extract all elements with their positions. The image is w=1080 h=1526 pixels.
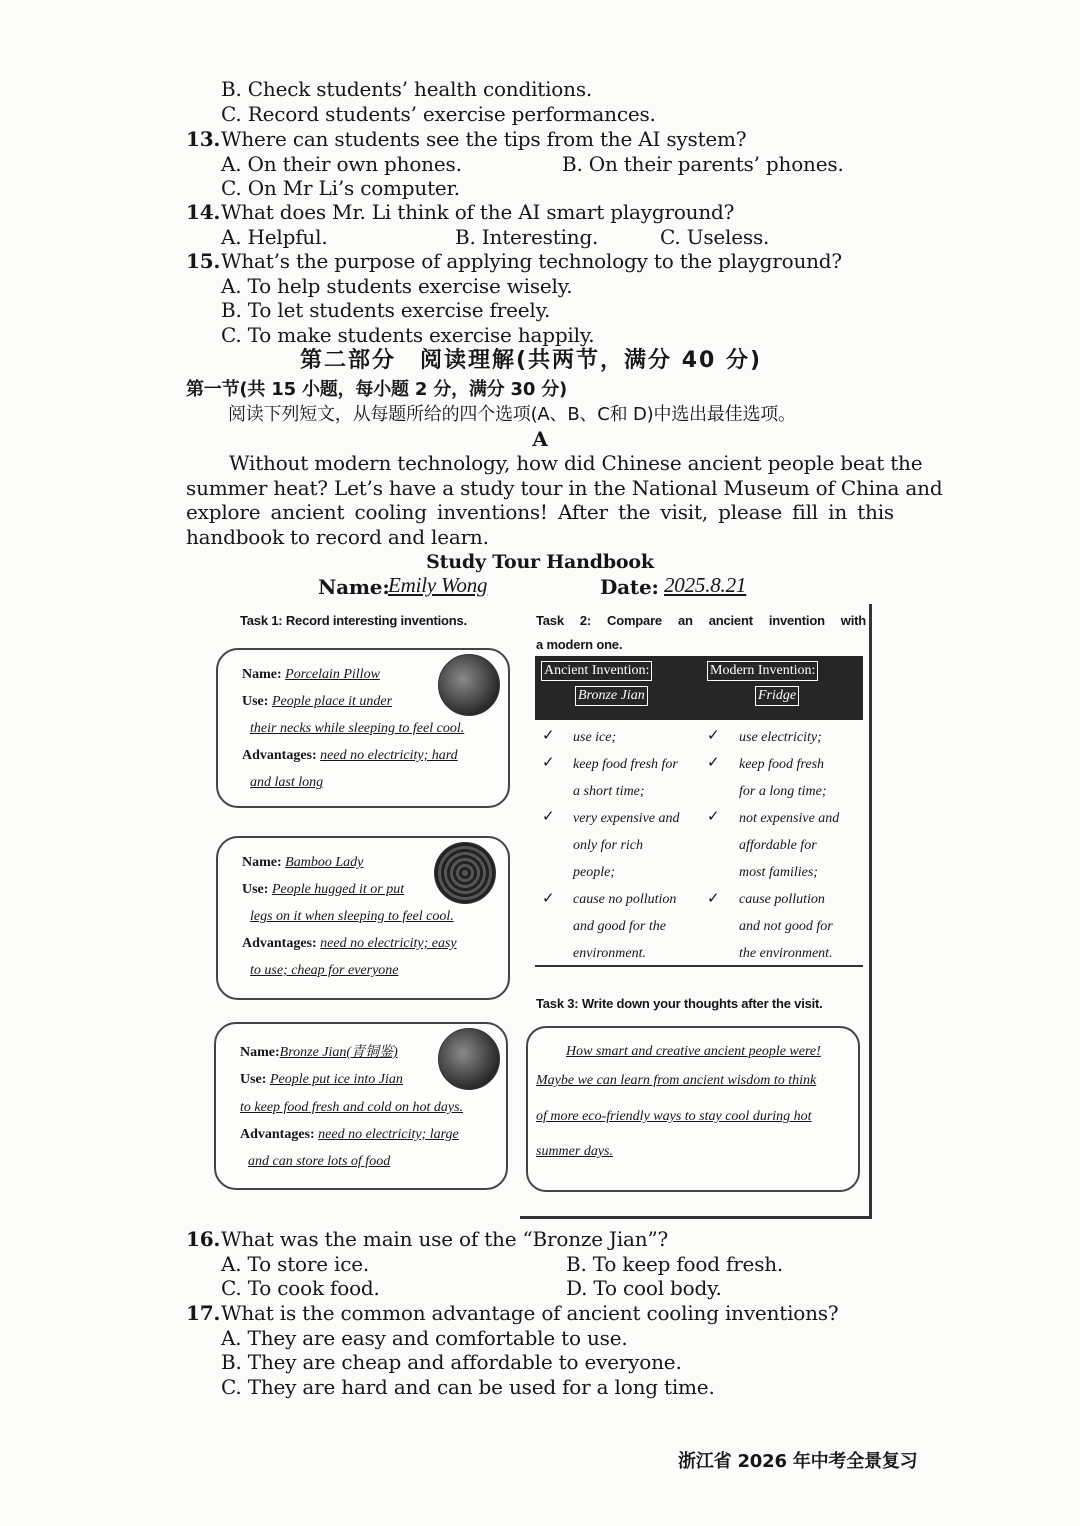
task2-title: Task 2: Compare an ancient invention with bbox=[536, 613, 866, 628]
passage-line: handbook to record and learn. bbox=[186, 525, 489, 549]
question-number: 15. bbox=[186, 249, 221, 273]
thought-line: How smart and creative ancient people were! bbox=[566, 1044, 821, 1059]
name-label: Name: bbox=[318, 575, 390, 599]
check-icon: ✓ bbox=[542, 807, 555, 825]
check-icon: ✓ bbox=[707, 807, 720, 825]
question-stem: What was the main use of the “Bronze Jian”? bbox=[221, 1227, 669, 1251]
passage-label: A bbox=[532, 427, 548, 451]
check-icon: ✓ bbox=[707, 889, 720, 907]
card-name: Bronze Jian(青铜鉴) bbox=[279, 1045, 398, 1060]
card-use-label: Use: bbox=[240, 1072, 267, 1087]
option-d: D. To cool body. bbox=[566, 1276, 722, 1300]
page-footer: 浙江省 2026 年中考全景复习 bbox=[678, 1451, 918, 1472]
ancient-features: use ice; keep food fresh for a short time; very expensive and only for rich people; cause no pollution and good for the environment. bbox=[573, 730, 680, 961]
card-name-label: Name: bbox=[242, 667, 282, 682]
card-use: People hugged it or put bbox=[271, 882, 405, 897]
modern-header: Modern Invention: bbox=[707, 661, 818, 681]
passage-line: summer heat? Let’s have a study tour in the National Museum of China and bbox=[186, 476, 943, 500]
date-value: 2025.8.21 bbox=[664, 573, 747, 597]
modern-name: Fridge bbox=[755, 686, 799, 706]
question-stem: What is the common advantage of ancient cooling inventions? bbox=[221, 1301, 839, 1325]
bamboo-lady-image bbox=[434, 842, 496, 904]
option-a: A. To help students exercise wisely. bbox=[221, 274, 573, 298]
passage-line: Without modern technology, how did Chinese ancient people beat the bbox=[229, 451, 923, 475]
card-use-cont: to keep food fresh and cold on hot days. bbox=[240, 1100, 464, 1115]
card-use-label: Use: bbox=[242, 694, 269, 709]
card-use-cont: their necks while sleeping to feel cool. bbox=[250, 721, 465, 736]
handbook-border-bottom bbox=[520, 1216, 872, 1219]
question-number: 16. bbox=[186, 1227, 221, 1251]
question-number: 17. bbox=[186, 1301, 221, 1325]
question-stem: What’s the purpose of applying technology to the playground? bbox=[221, 249, 842, 273]
card-adv-cont: to use; cheap for everyone bbox=[250, 963, 399, 978]
thought-line: Maybe we can learn from ancient wisdom to think bbox=[536, 1073, 817, 1088]
check-icon: ✓ bbox=[542, 753, 555, 771]
option-b: B. To keep food fresh. bbox=[566, 1252, 784, 1276]
check-icon: ✓ bbox=[707, 753, 720, 771]
task3-title: Task 3: Write down your thoughts after the visit. bbox=[536, 996, 823, 1011]
instruction: 阅读下列短文，从每题所给的四个选项(A、B、C和 D)中选出最佳选项。 bbox=[228, 404, 796, 425]
thought-line: of more eco-friendly ways to stay cool during hot bbox=[536, 1109, 812, 1124]
card-adv-label: Advantages: bbox=[242, 936, 317, 951]
date-label: Date: bbox=[600, 575, 659, 599]
option-c: C. On Mr Li’s computer. bbox=[221, 176, 460, 200]
card-name-label: Name: bbox=[242, 855, 282, 870]
name-value: Emily Wong bbox=[388, 573, 488, 597]
card-adv-cont: and last long bbox=[250, 775, 324, 790]
card-use: People place it under bbox=[271, 694, 393, 709]
question-stem: What does Mr. Li think of the AI smart playground? bbox=[221, 200, 735, 224]
card-use-label: Use: bbox=[242, 882, 269, 897]
option-c: C. To cook food. bbox=[221, 1276, 380, 1300]
thought-line: summer days. bbox=[536, 1144, 613, 1159]
card-name: Porcelain Pillow bbox=[285, 667, 380, 682]
option-a: A. To store ice. bbox=[221, 1252, 370, 1276]
option-b: B. They are cheap and affordable to everyone. bbox=[221, 1350, 682, 1374]
option-c-12: C. Record students’ exercise performances. bbox=[221, 102, 656, 126]
option-c: C. To make students exercise happily. bbox=[221, 323, 595, 347]
option-b-12: B. Check students’ health conditions. bbox=[221, 77, 593, 101]
option-c: C. They are hard and can be used for a long time. bbox=[221, 1375, 715, 1399]
passage-line: explore ancient cooling inventions! After the visit, please fill in this bbox=[186, 500, 894, 524]
section-title: 第一节(共 15 小题，每小题 2 分，满分 30 分) bbox=[186, 379, 568, 400]
thoughts-box bbox=[526, 1026, 860, 1192]
check-icon: ✓ bbox=[542, 889, 555, 907]
compare-bottom-rule bbox=[535, 965, 863, 967]
card-use: People put ice into Jian bbox=[269, 1072, 403, 1087]
card-adv-label: Advantages: bbox=[240, 1127, 315, 1142]
question-number: 13. bbox=[186, 127, 221, 151]
check-icon: ✓ bbox=[707, 726, 720, 744]
option-b: B. On their parents’ phones. bbox=[562, 152, 844, 176]
check-icon: ✓ bbox=[542, 726, 555, 744]
invention-card-porcelain-pillow bbox=[216, 648, 510, 808]
ancient-name: Bronze Jian bbox=[575, 686, 648, 706]
option-a: A. They are easy and comfortable to use. bbox=[221, 1326, 628, 1350]
option-a: A. On their own phones. bbox=[221, 152, 462, 176]
handbook-title: Study Tour Handbook bbox=[426, 551, 654, 573]
option-b: B. Interesting. bbox=[455, 225, 599, 249]
invention-card-bamboo-lady bbox=[216, 836, 510, 1000]
card-use-cont: legs on it when sleeping to feel cool. bbox=[250, 909, 454, 924]
question-number: 14. bbox=[186, 200, 221, 224]
handbook-border-right bbox=[869, 604, 872, 1218]
compare-header bbox=[535, 656, 863, 720]
card-name: Bamboo Lady bbox=[285, 855, 364, 870]
card-adv: need no electricity; large bbox=[318, 1127, 459, 1142]
card-adv-label: Advantages: bbox=[242, 748, 317, 763]
card-adv: need no electricity; easy bbox=[320, 936, 457, 951]
option-a: A. Helpful. bbox=[221, 225, 328, 249]
card-adv-cont: and can store lots of food bbox=[248, 1154, 391, 1169]
task1-title: Task 1: Record interesting inventions. bbox=[240, 613, 467, 628]
card-adv: need no electricity; hard bbox=[320, 748, 458, 763]
question-stem: Where can students see the tips from the AI system? bbox=[221, 127, 747, 151]
modern-features: use electricity; keep food fresh for a long time; not expensive and affordable for most families; cause pollution and not good for the environment. bbox=[739, 730, 840, 961]
option-b: B. To let students exercise freely. bbox=[221, 298, 551, 322]
option-c: C. Useless. bbox=[660, 225, 770, 249]
ancient-header: Ancient Invention: bbox=[541, 661, 652, 681]
porcelain-pillow-image bbox=[438, 654, 500, 716]
part-title: 第二部分 阅读理解(共两节，满分 40 分) bbox=[300, 348, 763, 373]
invention-card-bronze-jian bbox=[214, 1022, 508, 1190]
bronze-jian-image bbox=[438, 1028, 500, 1090]
card-name-label: Name: bbox=[240, 1045, 280, 1060]
task2-title-cont: a modern one. bbox=[536, 637, 623, 652]
